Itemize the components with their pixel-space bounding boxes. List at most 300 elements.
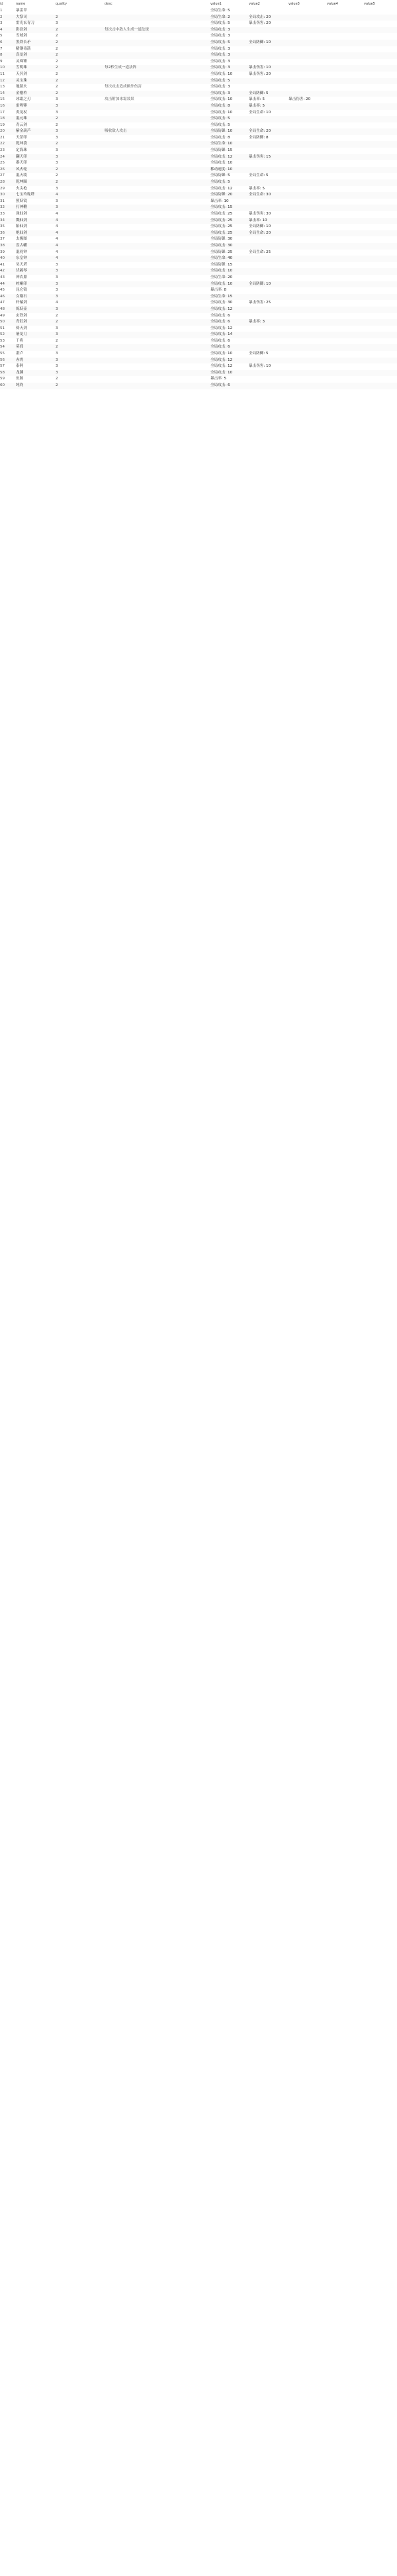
cell-name: 绝仙剑 <box>16 230 27 235</box>
table-row <box>0 370 397 377</box>
cell-id: 33 <box>0 212 5 216</box>
table-row <box>0 338 397 345</box>
cell-quality: 2 <box>56 377 58 381</box>
cell-id: 58 <box>0 370 5 375</box>
cell-name: 玄铁剑 <box>16 313 27 318</box>
cell-id: 27 <box>0 173 5 178</box>
table-row <box>0 243 397 250</box>
cell-name: 鱼肠 <box>16 377 24 381</box>
cell-value1: 全局攻击: 30 <box>210 243 233 248</box>
cell-value2: 全局生命: 30 <box>249 193 271 197</box>
header-value4: value4 <box>327 2 338 6</box>
cell-name: 轩辕剑 <box>16 301 27 305</box>
cell-id: 53 <box>0 338 5 343</box>
cell-id: 11 <box>0 72 5 76</box>
table-row <box>0 383 397 389</box>
cell-value1: 全局攻击: 5 <box>210 40 230 44</box>
table-row <box>0 307 397 313</box>
cell-value1: 全局攻击: 10 <box>210 97 233 102</box>
cell-id: 8 <box>0 53 3 58</box>
cell-value2: 暴击率: 10 <box>249 218 267 222</box>
cell-name: 七宝玲珑塔 <box>16 193 34 197</box>
cell-id: 45 <box>0 288 5 293</box>
cell-value1: 全局攻击: 12 <box>210 154 233 159</box>
cell-name: 陷仙剑 <box>16 224 27 229</box>
cell-name: 诛仙剑 <box>16 212 27 216</box>
cell-id: 16 <box>0 103 5 108</box>
header-value5: value5 <box>364 2 375 6</box>
table-row <box>0 224 397 230</box>
cell-value1: 全局攻击: 10 <box>210 281 233 286</box>
header-quality: quality <box>56 2 67 6</box>
cell-quality: 3 <box>56 199 58 203</box>
table-row <box>0 179 397 186</box>
cell-name: 混天绫 <box>16 173 27 178</box>
cell-quality: 2 <box>56 167 58 171</box>
cell-quality: 2 <box>56 34 58 38</box>
cell-name: 炎龙杖 <box>16 110 27 115</box>
cell-name: 龙渊 <box>16 370 24 375</box>
cell-quality: 3 <box>56 129 58 134</box>
cell-value1: 全局攻击: 5 <box>210 117 230 121</box>
cell-value1: 全局攻击: 10 <box>210 72 233 76</box>
cell-quality: 2 <box>56 345 58 350</box>
header-name: name <box>16 2 26 6</box>
cell-id: 44 <box>0 281 5 286</box>
header-value2: value2 <box>249 2 260 6</box>
cell-value1: 全局攻击: 6 <box>210 313 230 318</box>
cell-value1: 全局防御: 15 <box>210 148 233 153</box>
cell-value1: 全局攻击: 10 <box>210 370 233 375</box>
cell-name: 混沌钟 <box>16 250 27 254</box>
cell-id: 51 <box>0 326 5 330</box>
cell-value1: 暴击率: 8 <box>210 288 227 293</box>
header-id: id <box>0 2 3 6</box>
cell-quality: 2 <box>56 142 58 146</box>
cell-quality: 2 <box>56 320 58 324</box>
table-row <box>0 110 397 117</box>
cell-value2: 暴击伤害: 30 <box>249 212 271 216</box>
cell-quality: 2 <box>56 91 58 95</box>
header-row <box>0 0 397 8</box>
cell-name: 倚天剑 <box>16 326 27 330</box>
table-row <box>0 376 397 383</box>
cell-name: 雷鸣锤 <box>16 103 27 108</box>
cell-name: 金刚杵 <box>16 91 27 95</box>
cell-quality: 3 <box>56 148 58 153</box>
cell-quality: 2 <box>56 85 58 89</box>
cell-value1: 全局攻击: 3 <box>210 27 230 32</box>
cell-value1: 全局攻击: 10 <box>210 352 233 356</box>
cell-quality: 2 <box>56 66 58 70</box>
cell-name: 真龙剑 <box>16 53 27 58</box>
cell-id: 41 <box>0 262 5 267</box>
cell-id: 54 <box>0 345 5 350</box>
cell-name: 伏羲琴 <box>16 269 27 273</box>
cell-value1: 全局攻击: 12 <box>210 307 233 311</box>
cell-id: 43 <box>0 275 5 279</box>
cell-value1: 全局防御: 15 <box>210 262 233 267</box>
header-value3: value3 <box>288 2 300 6</box>
table-row <box>0 135 397 142</box>
cell-quality: 3 <box>56 103 58 108</box>
cell-name: 干将 <box>16 338 24 343</box>
cell-quality: 3 <box>56 275 58 279</box>
cell-id: 22 <box>0 142 5 146</box>
cell-desc: 每次击中敌人生成一道法球 <box>105 27 150 32</box>
cell-quality: 3 <box>56 186 58 191</box>
cell-value2: 全局防御: 5 <box>249 91 269 95</box>
cell-quality: 3 <box>56 307 58 311</box>
cell-value2: 暴击率: 5 <box>249 186 265 191</box>
cell-id: 4 <box>0 27 3 32</box>
cell-quality: 4 <box>56 250 58 254</box>
cell-name: 赤霄 <box>16 358 24 362</box>
cell-quality: 3 <box>56 364 58 369</box>
cell-quality: 3 <box>56 154 58 159</box>
table-row <box>0 33 397 40</box>
cell-value1: 全局生命: 2 <box>210 15 230 19</box>
cell-value1: 全局攻击: 10 <box>210 269 233 273</box>
cell-name: 昆仑镜 <box>16 288 27 293</box>
cell-quality: 2 <box>56 117 58 121</box>
table-row <box>0 294 397 301</box>
cell-name: 莫邪 <box>16 345 24 350</box>
cell-quality: 4 <box>56 218 58 222</box>
cell-name: 影浩剑 <box>16 27 27 32</box>
table-row <box>0 65 397 72</box>
cell-value1: 全局攻击: 3 <box>210 34 230 38</box>
cell-id: 60 <box>0 383 5 388</box>
cell-name: 青釭剑 <box>16 320 27 324</box>
cell-name: 乾坤圈 <box>16 180 27 185</box>
cell-quality: 4 <box>56 237 58 242</box>
cell-value2: 全局生命: 25 <box>249 250 271 254</box>
cell-quality: 3 <box>56 352 58 356</box>
cell-name: 太极图 <box>16 237 27 242</box>
cell-quality: 4 <box>56 224 58 229</box>
table-row <box>0 275 397 281</box>
cell-value1: 全局攻击: 3 <box>210 46 230 51</box>
cell-id: 13 <box>0 85 5 89</box>
cell-value1: 全局攻击: 12 <box>210 186 233 191</box>
cell-value3: 暴击伤害: 20 <box>288 97 311 102</box>
cell-value2: 暴击伤害: 10 <box>249 66 271 70</box>
cell-id: 57 <box>0 364 5 369</box>
cell-name: 暴雷甲 <box>16 9 27 13</box>
cell-id: 15 <box>0 97 5 102</box>
cell-quality: 3 <box>56 269 58 273</box>
table-row <box>0 313 397 320</box>
cell-name: 风火轮 <box>16 167 27 171</box>
cell-id: 7 <box>0 46 3 51</box>
table-row <box>0 21 397 27</box>
cell-value1: 全局防御: 5 <box>210 173 230 178</box>
cell-quality: 3 <box>56 358 58 362</box>
cell-value1: 全局生命: 5 <box>210 9 230 13</box>
table-row <box>0 154 397 161</box>
table-row <box>0 236 397 243</box>
cell-name: 炼妖壶 <box>16 307 27 311</box>
cell-value1: 全局攻击: 3 <box>210 85 230 89</box>
cell-id: 59 <box>0 377 5 381</box>
table-row <box>0 287 397 294</box>
cell-value2: 全局生命: 20 <box>249 129 271 134</box>
cell-name: 精钢毒箭 <box>16 46 31 51</box>
cell-quality: 4 <box>56 212 58 216</box>
cell-value1: 全局防御: 25 <box>210 250 233 254</box>
cell-value1: 全局攻击: 5 <box>210 21 230 26</box>
cell-quality: 3 <box>56 294 58 299</box>
table-row <box>0 199 397 205</box>
cell-name: 盘古幡 <box>16 243 27 248</box>
cell-name: 雪明珠 <box>16 66 27 70</box>
cell-value1: 全局生命: 40 <box>210 256 233 261</box>
table-row <box>0 97 397 103</box>
cell-value2: 暴击伤害: 10 <box>249 364 271 369</box>
cell-name: 定海珠 <box>16 148 27 153</box>
cell-value1: 全局攻击: 3 <box>210 91 230 95</box>
table-row <box>0 281 397 288</box>
cell-id: 10 <box>0 66 5 70</box>
cell-value1: 全局攻击: 15 <box>210 205 233 210</box>
cell-value1: 全局攻击: 10 <box>210 110 233 115</box>
cell-quality: 3 <box>56 135 58 140</box>
cell-id: 17 <box>0 110 5 115</box>
cell-quality: 4 <box>56 193 58 197</box>
cell-id: 9 <box>0 59 3 64</box>
cell-name: 大祭司 <box>16 15 27 19</box>
cell-id: 56 <box>0 358 5 362</box>
cell-quality: 2 <box>56 122 58 127</box>
cell-name: 打神鞭 <box>16 205 27 210</box>
cell-value1: 全局攻击: 5 <box>210 78 230 83</box>
cell-id: 20 <box>0 129 5 134</box>
table-row <box>0 186 397 193</box>
cell-quality: 3 <box>56 205 58 210</box>
table-row <box>0 78 397 85</box>
cell-quality: 3 <box>56 288 58 293</box>
cell-value2: 全局防御: 10 <box>249 224 271 229</box>
cell-value2: 暴击率: 5 <box>249 97 265 102</box>
cell-value1: 全局攻击: 25 <box>210 218 233 222</box>
header-value1: value1 <box>210 2 222 6</box>
cell-id: 34 <box>0 218 5 222</box>
cell-id: 23 <box>0 148 5 153</box>
cell-id: 42 <box>0 269 5 273</box>
table-row <box>0 59 397 66</box>
table-row <box>0 8 397 15</box>
cell-id: 24 <box>0 154 5 159</box>
cell-value1: 全局攻击: 8 <box>210 135 230 140</box>
cell-id: 39 <box>0 250 5 254</box>
cell-name: 黑铁长矛 <box>16 40 31 44</box>
cell-name: 纯钧 <box>16 383 24 388</box>
cell-value2: 暴击伤害: 20 <box>249 72 271 76</box>
cell-quality: 3 <box>56 110 58 115</box>
table-row <box>0 358 397 364</box>
cell-quality: 2 <box>56 59 58 64</box>
cell-quality: 2 <box>56 40 58 44</box>
cell-quality: 3 <box>56 97 58 102</box>
cell-id: 50 <box>0 320 5 324</box>
cell-id: 3 <box>0 21 3 26</box>
cell-name: 东皇钟 <box>16 256 27 261</box>
table-row <box>0 192 397 199</box>
cell-quality: 2 <box>56 46 58 51</box>
table-row <box>0 167 397 173</box>
table-row <box>0 148 397 154</box>
table-row <box>0 262 397 269</box>
cell-quality: 3 <box>56 332 58 337</box>
table-row <box>0 84 397 91</box>
cell-name: 天冥剑 <box>16 72 27 76</box>
cell-value2: 全局防御: 5 <box>249 352 269 356</box>
cell-value2: 全局防御: 10 <box>249 40 271 44</box>
cell-id: 19 <box>0 122 5 127</box>
table-row <box>0 52 397 59</box>
cell-value2: 暴击率: 5 <box>249 103 265 108</box>
cell-quality: 3 <box>56 262 58 267</box>
cell-quality: 3 <box>56 161 58 166</box>
cell-name: 戮仙剑 <box>16 218 27 222</box>
table-row <box>0 141 397 148</box>
cell-name: 青云剑 <box>16 122 27 127</box>
table-row <box>0 160 397 167</box>
cell-value1: 全局攻击: 5 <box>210 122 230 127</box>
cell-desc: 攻击附加冰霜效果 <box>105 97 134 102</box>
cell-value1: 全局攻击: 3 <box>210 53 230 58</box>
cell-name: 屠龙刀 <box>16 332 27 337</box>
table-row <box>0 300 397 307</box>
cell-value2: 全局生命: 10 <box>249 110 271 115</box>
cell-id: 37 <box>0 237 5 242</box>
cell-id: 1 <box>0 9 3 13</box>
table-row <box>0 122 397 129</box>
cell-name: 天罡印 <box>16 135 27 140</box>
cell-id: 31 <box>0 199 5 203</box>
cell-desc: 每次攻击造成额外伤害 <box>105 85 142 89</box>
cell-value1: 全局攻击: 12 <box>210 326 233 330</box>
cell-name: 冰霜之刃 <box>16 97 31 102</box>
cell-id: 18 <box>0 117 5 121</box>
cell-value2: 暴击伤害: 15 <box>249 154 271 159</box>
cell-quality: 2 <box>56 338 58 343</box>
cell-id: 32 <box>0 205 5 210</box>
cell-id: 35 <box>0 224 5 229</box>
cell-id: 55 <box>0 352 5 356</box>
cell-quality: 2 <box>56 15 58 19</box>
cell-id: 21 <box>0 135 5 140</box>
table-row <box>0 128 397 135</box>
table-row <box>0 363 397 370</box>
cell-quality: 3 <box>56 21 58 26</box>
cell-desc: 吸收敌人攻击 <box>105 129 127 134</box>
cell-value1: 全局攻击: 3 <box>210 66 230 70</box>
table-row <box>0 250 397 256</box>
cell-quality: 2 <box>56 78 58 83</box>
table-row <box>0 15 397 21</box>
cell-value1: 全局防御: 20 <box>210 193 233 197</box>
table-body <box>0 8 397 389</box>
table-row <box>0 46 397 53</box>
cell-quality: 2 <box>56 313 58 318</box>
table-row <box>0 27 397 34</box>
cell-value2: 全局防御: 10 <box>249 281 271 286</box>
cell-quality: 4 <box>56 243 58 248</box>
table-row <box>0 319 397 326</box>
cell-id: 38 <box>0 243 5 248</box>
cell-name: 神农鼎 <box>16 275 27 279</box>
cell-id: 2 <box>0 15 3 19</box>
cell-name: 灵宝珠 <box>16 78 27 83</box>
cell-value1: 暴击率: 10 <box>210 199 229 203</box>
cell-desc: 每2秒生成一道法阵 <box>105 66 137 70</box>
cell-id: 12 <box>0 78 5 83</box>
cell-name: 地狱火 <box>16 85 27 89</box>
cell-quality: 3 <box>56 326 58 330</box>
cell-quality: 3 <box>56 281 58 286</box>
cell-id: 49 <box>0 313 5 318</box>
cell-name: 翻天印 <box>16 154 27 159</box>
table-row <box>0 103 397 110</box>
table-row <box>0 205 397 211</box>
cell-value1: 全局攻击: 6 <box>210 338 230 343</box>
cell-name: 湛卢 <box>16 352 24 356</box>
table-row <box>0 351 397 358</box>
cell-value2: 暴击伤害: 20 <box>249 21 271 26</box>
cell-value2: 暴击伤害: 25 <box>249 301 271 305</box>
cell-value1: 全局攻击: 12 <box>210 364 233 369</box>
cell-value1: 全局攻击: 12 <box>210 358 233 362</box>
cell-value1: 移动速度: 10 <box>210 167 233 171</box>
cell-id: 28 <box>0 180 5 185</box>
cell-id: 14 <box>0 91 5 95</box>
cell-value1: 全局生命: 15 <box>210 294 233 299</box>
cell-value1: 全局攻击: 25 <box>210 224 233 229</box>
table-row <box>0 230 397 237</box>
table-row <box>0 332 397 338</box>
cell-id: 29 <box>0 186 5 191</box>
cell-id: 48 <box>0 307 5 311</box>
cell-name: 雪域剑 <box>16 34 27 38</box>
cell-name: 照妖镜 <box>16 199 27 203</box>
table-row <box>0 116 397 122</box>
cell-name: 崆峒印 <box>16 281 27 286</box>
cell-value1: 全局攻击: 6 <box>210 345 230 350</box>
cell-name: 雷光玄青刀 <box>16 21 34 26</box>
table-row <box>0 40 397 46</box>
cell-value2: 暴击率: 3 <box>249 320 265 324</box>
cell-value1: 全局攻击: 14 <box>210 332 233 337</box>
cell-value2: 全局生命: 20 <box>249 230 271 235</box>
cell-quality: 2 <box>56 53 58 58</box>
cell-name: 混元珠 <box>16 117 27 121</box>
cell-value1: 全局攻击: 30 <box>210 301 233 305</box>
header-desc: desc <box>105 2 112 6</box>
table-row <box>0 256 397 262</box>
cell-name: 乾坤袋 <box>16 142 27 146</box>
cell-value2: 全局防御: 8 <box>249 135 269 140</box>
cell-quality: 4 <box>56 256 58 261</box>
cell-value1: 全局生命: 20 <box>210 275 233 279</box>
cell-name: 女娲石 <box>16 294 27 299</box>
table-row <box>0 344 397 351</box>
cell-id: 6 <box>0 40 3 44</box>
cell-name: 昊天塔 <box>16 262 27 267</box>
cell-quality: 4 <box>56 301 58 305</box>
cell-value1: 全局防御: 10 <box>210 129 233 134</box>
